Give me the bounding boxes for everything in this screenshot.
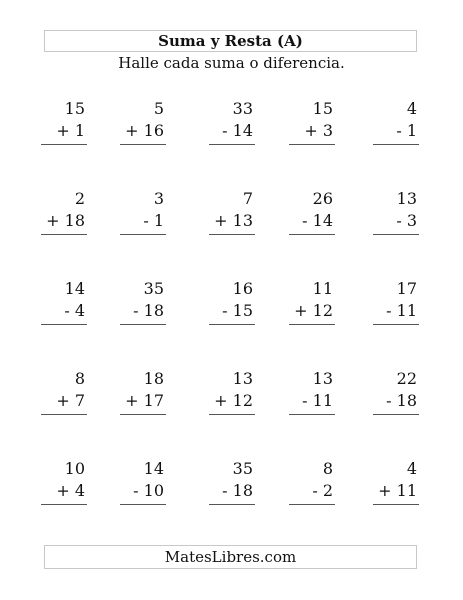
- problem-operation: - 15: [222, 301, 253, 320]
- problem-top-number: 4: [406, 459, 417, 478]
- problem-top-number: 13: [232, 369, 253, 388]
- problem-top-number: 5: [153, 99, 164, 118]
- problem: [120, 368, 166, 415]
- problem-operation: + 11: [378, 481, 417, 500]
- answer-line: [373, 234, 419, 235]
- problem-top-number: 15: [64, 99, 85, 118]
- problem-operation: - 1: [143, 211, 164, 230]
- answer-line: [209, 324, 255, 325]
- answer-line: [41, 504, 87, 505]
- problem-top-number: 14: [64, 279, 85, 298]
- problem-operation: - 18: [386, 391, 417, 410]
- problem: [289, 278, 335, 325]
- problem-top-number: 26: [312, 189, 333, 208]
- answer-line: [209, 414, 255, 415]
- problem: [41, 98, 87, 145]
- problem-operation: - 14: [222, 121, 253, 140]
- answer-line: [120, 324, 166, 325]
- problem: [120, 188, 166, 235]
- problem: [41, 368, 87, 415]
- problem-top-number: 11: [312, 279, 333, 298]
- problem-operation: + 12: [294, 301, 333, 320]
- worksheet-title-box: [44, 30, 417, 52]
- answer-line: [289, 144, 335, 145]
- answer-line: [120, 144, 166, 145]
- answer-line: [41, 414, 87, 415]
- problem-top-number: 22: [396, 369, 417, 388]
- problem: [373, 458, 419, 505]
- problem: [120, 278, 166, 325]
- problem: [41, 188, 87, 235]
- problem: [120, 458, 166, 505]
- problem-operation: - 3: [396, 211, 417, 230]
- answer-line: [41, 324, 87, 325]
- problem-top-number: 3: [153, 189, 164, 208]
- problem: [289, 98, 335, 145]
- problem-operation: - 14: [302, 211, 333, 230]
- problem-operation: - 11: [386, 301, 417, 320]
- answer-line: [373, 144, 419, 145]
- problem: [209, 188, 255, 235]
- problem: [120, 98, 166, 145]
- answer-line: [120, 234, 166, 235]
- problem-operation: + 1: [56, 121, 85, 140]
- problem: [209, 98, 255, 145]
- problem-top-number: 13: [312, 369, 333, 388]
- worksheet-title: Suma y Resta (A): [158, 32, 303, 50]
- problem-operation: - 4: [64, 301, 85, 320]
- problem-top-number: 7: [242, 189, 253, 208]
- problem: [289, 188, 335, 235]
- problem-operation: - 18: [133, 301, 164, 320]
- problem-top-number: 4: [406, 99, 417, 118]
- problem-top-number: 2: [74, 189, 85, 208]
- problem: [289, 458, 335, 505]
- answer-line: [120, 414, 166, 415]
- answer-line: [373, 414, 419, 415]
- problem-operation: + 16: [125, 121, 164, 140]
- problem: [41, 458, 87, 505]
- problem-top-number: 13: [396, 189, 417, 208]
- problem-top-number: 35: [232, 459, 253, 478]
- answer-line: [209, 234, 255, 235]
- problem-operation: - 1: [396, 121, 417, 140]
- problem: [373, 188, 419, 235]
- problem: [289, 368, 335, 415]
- worksheet-instructions: Halle cada suma o diferencia.: [118, 54, 345, 72]
- answer-line: [209, 144, 255, 145]
- answer-line: [289, 234, 335, 235]
- answer-line: [289, 414, 335, 415]
- problem: [373, 368, 419, 415]
- answer-line: [41, 234, 87, 235]
- problem-top-number: 8: [74, 369, 85, 388]
- problem-top-number: 8: [322, 459, 333, 478]
- problem: [209, 278, 255, 325]
- problem: [373, 278, 419, 325]
- problem-operation: - 18: [222, 481, 253, 500]
- answer-line: [289, 324, 335, 325]
- answer-line: [373, 504, 419, 505]
- problem-operation: + 12: [214, 391, 253, 410]
- problem-top-number: 15: [312, 99, 333, 118]
- problem-operation: - 2: [312, 481, 333, 500]
- footer-box: [44, 545, 417, 569]
- problem-operation: + 17: [125, 391, 164, 410]
- problem: [209, 458, 255, 505]
- problem-top-number: 10: [64, 459, 85, 478]
- problem-operation: + 3: [304, 121, 333, 140]
- problem-top-number: 16: [232, 279, 253, 298]
- footer-site-name: MatesLibres.com: [164, 548, 297, 566]
- problem: [373, 98, 419, 145]
- problem-operation: - 11: [302, 391, 333, 410]
- problem: [41, 278, 87, 325]
- problem-operation: + 4: [56, 481, 85, 500]
- problem: [209, 368, 255, 415]
- problem-top-number: 18: [143, 369, 164, 388]
- answer-line: [289, 504, 335, 505]
- problem-top-number: 14: [143, 459, 164, 478]
- problem-operation: + 7: [56, 391, 85, 410]
- answer-line: [209, 504, 255, 505]
- problem-top-number: 17: [396, 279, 417, 298]
- problem-top-number: 33: [232, 99, 253, 118]
- answer-line: [41, 144, 87, 145]
- answer-line: [120, 504, 166, 505]
- problem-operation: - 10: [133, 481, 164, 500]
- problem-operation: + 13: [214, 211, 253, 230]
- problem-top-number: 35: [143, 279, 164, 298]
- answer-line: [373, 324, 419, 325]
- problem-operation: + 18: [46, 211, 85, 230]
